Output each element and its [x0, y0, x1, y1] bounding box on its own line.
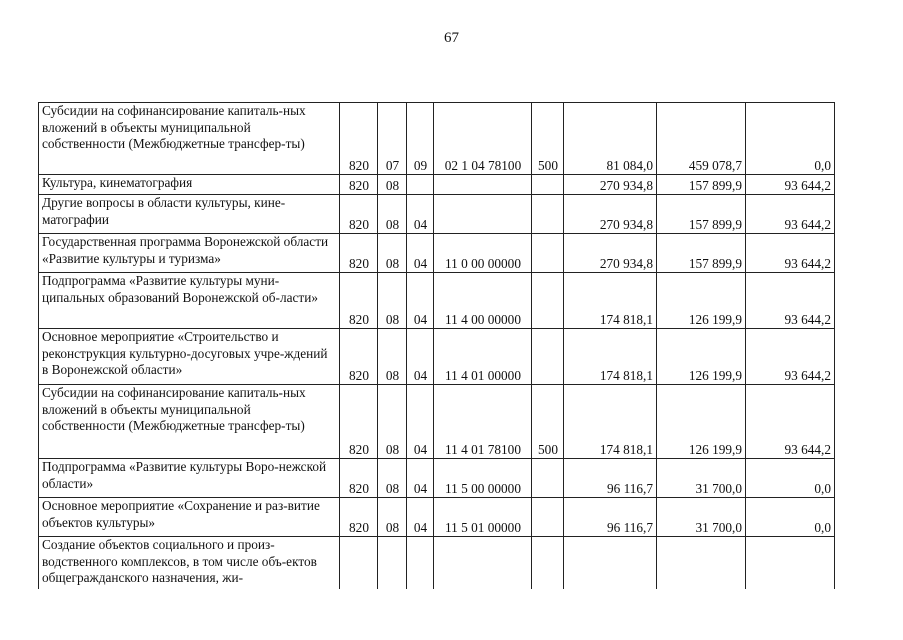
subsection-code: 04 [407, 195, 434, 234]
expense-type [532, 175, 564, 195]
target-article [434, 175, 532, 195]
amount-year-3: 0,0 [746, 459, 835, 498]
amount-year-1: 81 084,0 [564, 103, 657, 175]
ministry-code: 820 [340, 175, 378, 195]
section-code: 07 [378, 103, 407, 175]
table-row [39, 329, 835, 385]
amount-year-3: 93 644,2 [746, 385, 835, 459]
subsection-code [407, 537, 434, 590]
amount-year-2: 157 899,9 [657, 175, 746, 195]
amount-year-1: 270 934,8 [564, 234, 657, 273]
subsection-code: 04 [407, 385, 434, 459]
expense-type [532, 459, 564, 498]
target-article: 02 1 04 78100 [434, 103, 532, 175]
amount-year-1: 174 818,1 [564, 273, 657, 329]
row-name: Подпрограмма «Развитие культуры Воро-нежской области» [39, 459, 340, 498]
section-code: 08 [378, 234, 407, 273]
amount-year-3: 93 644,2 [746, 273, 835, 329]
subsection-code: 04 [407, 273, 434, 329]
target-article: 11 4 01 00000 [434, 329, 532, 385]
row-name: Субсидии на софинансирование капиталь-ных вложений в объекты муниципальной собственности (Межбюджетные трансфер-ты) [39, 103, 340, 175]
amount-year-3: 93 644,2 [746, 234, 835, 273]
row-name: Создание объектов социального и произ-водственного комплексов, в том числе объ-ектов общегражданского назначения, жи- [42, 537, 317, 585]
expense-type [532, 498, 564, 537]
amount-year-3: 93 644,2 [746, 195, 835, 234]
section-code: 08 [378, 273, 407, 329]
amount-year-2: 126 199,9 [657, 329, 746, 385]
amount-year-1: 174 818,1 [564, 385, 657, 459]
expense-type [532, 273, 564, 329]
ministry-code: 820 [340, 273, 378, 329]
expense-type [532, 537, 564, 590]
amount-year-2: 31 700,0 [657, 459, 746, 498]
subsection-code [407, 175, 434, 195]
expense-type: 500 [532, 103, 564, 175]
expense-type [532, 195, 564, 234]
ministry-code: 820 [340, 459, 378, 498]
table-row [39, 498, 835, 537]
ministry-code: 820 [340, 329, 378, 385]
row-name: Основное мероприятие «Сохранение и раз-витие объектов культуры» [39, 498, 340, 537]
amount-year-2: 126 199,9 [657, 385, 746, 459]
ministry-code [340, 537, 378, 590]
section-code: 08 [378, 329, 407, 385]
row-name: Основное мероприятие «Строительство и реконструкция культурно-досуговых учре-ждений в Воронежской области» [39, 329, 340, 385]
amount-year-1: 270 934,8 [564, 195, 657, 234]
target-article: 11 5 01 00000 [434, 498, 532, 537]
subsection-code: 04 [407, 459, 434, 498]
target-article [434, 537, 532, 590]
target-article [434, 195, 532, 234]
row-name: Культура, кинематография [39, 175, 340, 195]
expense-type: 500 [532, 385, 564, 459]
subsection-code: 04 [407, 234, 434, 273]
amount-year-3 [746, 537, 835, 590]
table-row [39, 459, 835, 498]
section-code: 08 [378, 385, 407, 459]
ministry-code: 820 [340, 103, 378, 175]
subsection-code: 04 [407, 498, 434, 537]
amount-year-3: 93 644,2 [746, 175, 835, 195]
subsection-code: 09 [407, 103, 434, 175]
amount-year-2: 459 078,7 [657, 103, 746, 175]
row-name: Государственная программа Воронежской области «Развитие культуры и туризма» [39, 234, 340, 273]
section-code: 08 [378, 498, 407, 537]
section-code: 08 [378, 459, 407, 498]
table-row [39, 195, 835, 234]
amount-year-1: 174 818,1 [564, 329, 657, 385]
target-article: 11 5 00 00000 [434, 459, 532, 498]
expense-type [532, 234, 564, 273]
ministry-code: 820 [340, 234, 378, 273]
ministry-code: 820 [340, 498, 378, 537]
ministry-code: 820 [340, 195, 378, 234]
table-row [39, 175, 835, 195]
amount-year-2 [657, 537, 746, 590]
amount-year-3: 0,0 [746, 103, 835, 175]
amount-year-3: 93 644,2 [746, 329, 835, 385]
subsection-code: 04 [407, 329, 434, 385]
table-row [39, 234, 835, 273]
amount-year-2: 126 199,9 [657, 273, 746, 329]
table-row [39, 385, 835, 459]
row-name: Субсидии на софинансирование капиталь-ных вложений в объекты муниципальной собственности (Межбюджетные трансфер-ты) [39, 385, 340, 459]
budget-table [38, 102, 835, 589]
amount-year-1: 270 934,8 [564, 175, 657, 195]
section-code [378, 537, 407, 590]
amount-year-2: 31 700,0 [657, 498, 746, 537]
row-name: Другие вопросы в области культуры, кине-матографии [39, 195, 340, 234]
table-row [39, 537, 835, 590]
target-article: 11 4 01 78100 [434, 385, 532, 459]
amount-year-3: 0,0 [746, 498, 835, 537]
section-code: 08 [378, 195, 407, 234]
amount-year-2: 157 899,9 [657, 195, 746, 234]
expense-type [532, 329, 564, 385]
target-article: 11 4 00 00000 [434, 273, 532, 329]
section-code: 08 [378, 175, 407, 195]
amount-year-1: 96 116,7 [564, 498, 657, 537]
amount-year-1 [564, 537, 657, 590]
table-row [39, 103, 835, 175]
amount-year-2: 157 899,9 [657, 234, 746, 273]
ministry-code: 820 [340, 385, 378, 459]
target-article: 11 0 00 00000 [434, 234, 532, 273]
page-number: 67 [444, 30, 459, 46]
amount-year-1: 96 116,7 [564, 459, 657, 498]
table-row [39, 273, 835, 329]
row-name: Подпрограмма «Развитие культуры муни-ципальных образований Воронежской об-ласти» [39, 273, 340, 329]
